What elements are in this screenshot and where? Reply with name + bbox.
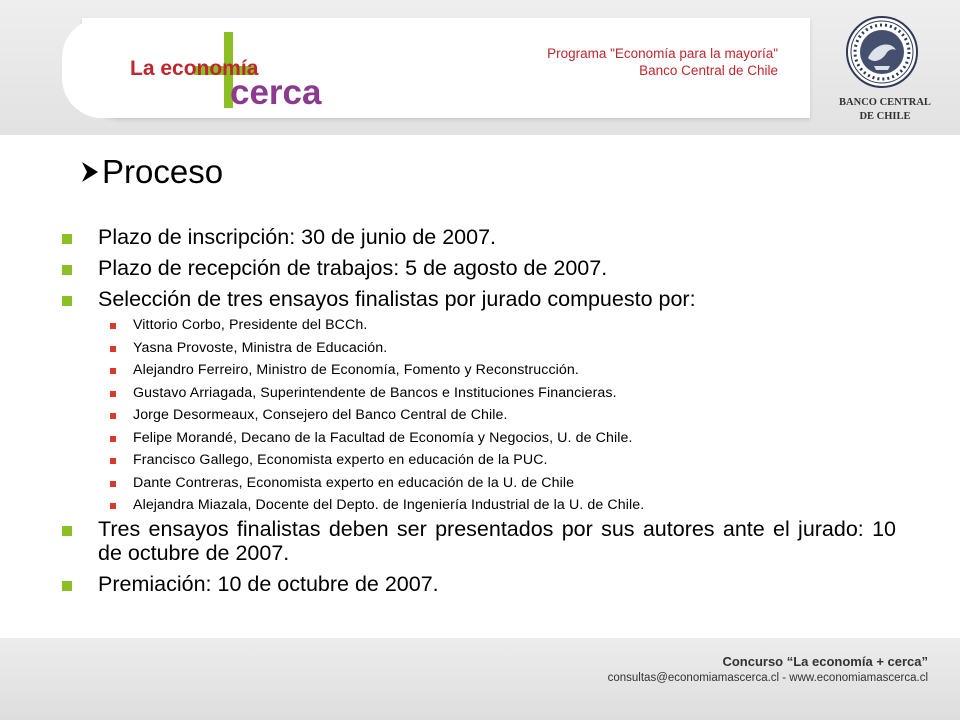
jury-text: Alejandra Miazala, Docente del Depto. de Ingeniería Industrial de la U. de Chile. xyxy=(133,497,645,513)
jury-text: Jorge Desormeaux, Consejero del Banco Central de Chile. xyxy=(133,407,508,423)
bank-seal-icon xyxy=(844,14,920,90)
jury-item xyxy=(110,340,896,356)
list-item xyxy=(60,572,896,596)
square-bullet-icon xyxy=(62,296,72,306)
bullet-text: Premiación: 10 de octubre de 2007. xyxy=(98,572,439,596)
square-bullet-icon xyxy=(110,346,116,352)
bank-name-line2: DE CHILE xyxy=(859,111,911,122)
header-banner xyxy=(0,0,960,135)
logo-line1: La economía xyxy=(130,57,259,80)
jury-text: Alejandro Ferreiro, Ministro de Economía, Fomento y Reconstrucción. xyxy=(133,362,579,378)
bank-block xyxy=(810,0,960,135)
bullet-text: Tres ensayos finalistas deben ser presentados por sus autores ante el jurado: 10 de octubre de 2007. xyxy=(98,517,896,565)
square-bullet-icon xyxy=(110,323,116,329)
square-bullet-icon xyxy=(110,413,116,419)
square-bullet-icon xyxy=(110,368,116,374)
jury-item xyxy=(110,362,896,378)
square-bullet-icon xyxy=(62,234,72,244)
jury-item xyxy=(110,317,896,333)
bullet-text: Selección de tres ensayos finalistas por jurado compuesto por: xyxy=(98,287,696,311)
footer-contact: consultas@economiamascerca.cl - www.economiamascerca.cl xyxy=(607,672,928,684)
slide-title: Proceso xyxy=(102,153,224,190)
program-text xyxy=(547,45,778,79)
square-bullet-icon xyxy=(62,581,72,591)
jury-list xyxy=(110,317,896,513)
list-item xyxy=(60,287,896,311)
program-line1: Programa "Economía para la mayoría" xyxy=(547,46,778,61)
logo-line2: cerca xyxy=(230,73,322,110)
bank-name xyxy=(810,96,960,124)
jury-item xyxy=(110,385,896,401)
square-bullet-icon xyxy=(110,481,116,487)
jury-item xyxy=(110,452,896,468)
slide-content xyxy=(60,225,896,603)
bank-name-line1: BANCO CENTRAL xyxy=(839,97,931,108)
jury-text: Gustavo Arriagada, Superintendente de Bancos e Instituciones Financieras. xyxy=(133,384,617,401)
jury-text: Vittorio Corbo, Presidente del BCCh. xyxy=(133,317,368,333)
jury-text: Yasna Provoste, Ministra de Educación. xyxy=(133,339,388,356)
program-line2: Banco Central de Chile xyxy=(639,63,778,78)
jury-text: Francisco Gallego, Economista experto en educación de la PUC. xyxy=(133,452,548,468)
jury-item xyxy=(110,430,896,446)
jury-item xyxy=(110,497,896,513)
jury-text: Felipe Morandé, Decano de la Facultad de Economía y Negocios, U. de Chile. xyxy=(133,429,633,446)
square-bullet-icon xyxy=(110,391,116,397)
square-bullet-icon xyxy=(62,526,72,536)
footer-band xyxy=(0,638,960,720)
square-bullet-icon xyxy=(110,503,116,509)
jury-item xyxy=(110,407,896,423)
list-item xyxy=(60,517,896,565)
square-bullet-icon xyxy=(110,436,116,442)
footer-title: Concurso “La economía + cerca” xyxy=(722,654,928,669)
jury-text: Dante Contreras, Economista experto en educación de la U. de Chile xyxy=(133,474,575,491)
list-item xyxy=(60,225,896,249)
bullet-text: Plazo de inscripción: 30 de junio de 2007. xyxy=(98,225,497,249)
title-row xyxy=(80,153,223,191)
list-item xyxy=(60,256,896,280)
jury-item xyxy=(110,475,896,491)
square-bullet-icon xyxy=(62,265,72,275)
bullet-text: Plazo de recepción de trabajos: 5 de agosto de 2007. xyxy=(98,256,608,280)
arrowhead-bullet-icon xyxy=(80,159,100,185)
la-economia-cerca-logo xyxy=(128,30,328,110)
square-bullet-icon xyxy=(110,458,116,464)
